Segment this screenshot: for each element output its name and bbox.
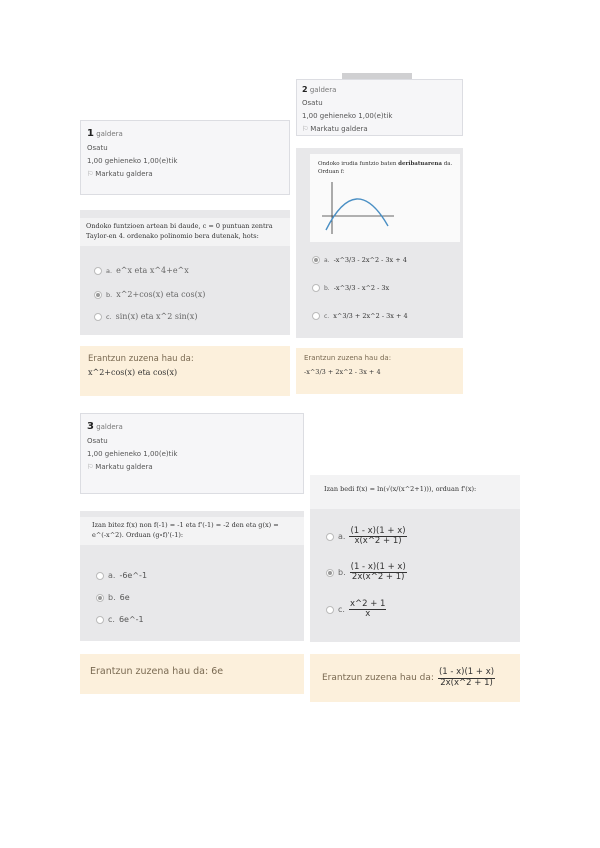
q4-question-text: Izan bedi f(x) = ln(√(x/(x^2+1))), orduan f'(x):: [310, 475, 520, 509]
q3-answer-box: [80, 654, 304, 694]
q1-option-b[interactable]: [94, 290, 205, 299]
q1-question-box: [80, 210, 290, 335]
q2-state: Osatu: [302, 99, 323, 107]
q3-question-text: Izan bitez f(x) non f(-1) = -1 eta f'(-1) = -2 den eta g(x) = e^(-x^2). Orduan (g∘f)'(-1):: [80, 517, 304, 545]
q2-answer-box: [296, 348, 463, 394]
q2-question-line1: Ondoko irudia funtzio baten: [318, 161, 397, 167]
radio-button[interactable]: [96, 572, 104, 580]
q4-option-b-fraction: [350, 563, 407, 583]
radio-button[interactable]: [312, 284, 320, 292]
q2-option-a[interactable]: [312, 256, 407, 264]
q3-option-a-letter: a.: [108, 571, 116, 580]
q3-option-b-text: 6e: [119, 593, 130, 602]
q1-question-text: Ondoko funtzioen artean bi daude, c = 0 puntuan zentra Taylor-en 4. ordenako polinomio bera dutenak, hots:: [80, 218, 290, 246]
q3-option-c-text: 6e^-1: [118, 615, 144, 624]
radio-button-selected[interactable]: [94, 291, 102, 299]
q4-option-a[interactable]: [326, 527, 407, 547]
radio-button[interactable]: [96, 616, 104, 624]
radio-button-selected[interactable]: [326, 569, 334, 577]
q3-option-b-letter: b.: [108, 593, 116, 602]
q3-mark: 1,00 gehieneko 1,00(e)tik: [87, 450, 178, 458]
q2-option-a-text: -x^3/3 - 2x^2 - 3x + 4: [333, 256, 407, 264]
q3-label: galdera: [96, 423, 123, 431]
q3-state: Osatu: [87, 437, 108, 445]
q1-number: 1: [87, 128, 94, 139]
q2-derivative-graph: [318, 176, 398, 236]
q1-option-a-text: e^x eta x^4+e^x: [116, 266, 189, 275]
q2-option-b[interactable]: [312, 284, 389, 292]
q4-answer-label: Erantzun zuzena hau da:: [322, 673, 434, 683]
q4-answer-num: (1 - x)(1 + x): [438, 667, 495, 678]
q1-label: galdera: [96, 130, 123, 138]
q1-option-b-letter: b.: [106, 290, 113, 299]
q3-flag-link[interactable]: [87, 463, 297, 471]
radio-button[interactable]: [94, 313, 102, 321]
radio-button[interactable]: [326, 533, 334, 541]
q1-info-box: [80, 120, 290, 195]
q2-option-c-text: x^3/3 + 2x^2 - 3x + 4: [333, 312, 408, 320]
q3-question-box: [80, 511, 304, 641]
q1-option-b-text: x^2+cos(x) eta cos(x): [116, 290, 206, 299]
q2-question-panel: [310, 154, 460, 242]
q4-option-c[interactable]: [326, 600, 386, 620]
q4-answer-box: [310, 654, 520, 702]
q1-answer-value: x^2+cos(x) eta cos(x): [88, 368, 178, 377]
radio-button-selected[interactable]: [312, 256, 320, 264]
flag-icon: ⚐: [87, 463, 94, 471]
q1-option-a-letter: a.: [106, 266, 113, 275]
q3-answer-label: Erantzun zuzena hau da:: [90, 666, 209, 677]
q1-mark: 1,00 gehieneko 1,00(e)tik: [87, 157, 178, 165]
q2-option-c[interactable]: [312, 312, 408, 320]
q4-option-c-num: x^2 + 1: [349, 599, 386, 609]
q2-question-line1-end: da.: [443, 161, 453, 167]
q2-option-c-letter: c.: [324, 312, 330, 320]
q3-option-a[interactable]: [96, 571, 147, 580]
q4-option-a-den: x(x^2 + 1): [354, 536, 402, 547]
q4-option-c-letter: c.: [338, 605, 345, 615]
q2-mark: 1,00 gehieneko 1,00(e)tik: [302, 112, 393, 120]
graph-parabola-curve: [326, 199, 388, 230]
q3-option-c-letter: c.: [108, 615, 115, 624]
q2-question-text: [310, 154, 460, 176]
q1-flag-link[interactable]: [87, 170, 283, 178]
q4-answer-fraction: [438, 668, 495, 688]
q3-info-box: [80, 413, 304, 494]
q4-option-b-letter: b.: [338, 568, 346, 578]
q2-question-bold: deribatuarena: [398, 161, 442, 167]
q4-option-a-fraction: [349, 527, 406, 547]
q3-option-a-text: -6e^-1: [119, 571, 148, 580]
q2-flag-link[interactable]: [302, 125, 457, 133]
q3-flag-label: Markatu galdera: [95, 463, 153, 471]
q4-option-b-den: 2x(x^2 + 1): [351, 572, 405, 583]
q2-label: galdera: [309, 86, 337, 94]
q2-answer-label: Erantzun zuzena hau da:: [304, 354, 392, 362]
radio-button-selected[interactable]: [96, 594, 104, 602]
q3-option-b[interactable]: [96, 593, 130, 602]
q2-question-line2: Orduan f:: [318, 168, 345, 175]
flag-icon: ⚐: [302, 125, 309, 133]
q4-question-box: [310, 475, 520, 642]
q1-option-c-letter: c.: [106, 312, 112, 321]
q4-option-c-den: x: [365, 609, 371, 620]
q4-option-c-fraction: [349, 600, 387, 620]
q4-option-a-num: (1 - x)(1 + x): [350, 526, 406, 536]
q1-answer-label: Erantzun zuzena hau da:: [88, 354, 194, 364]
q3-answer-value: 6e: [211, 666, 224, 677]
q1-option-a[interactable]: [94, 266, 189, 275]
q2-option-b-letter: b.: [324, 284, 330, 292]
q1-state: Osatu: [87, 144, 108, 152]
radio-button[interactable]: [94, 267, 102, 275]
q3-option-c[interactable]: [96, 615, 144, 624]
q1-answer-box: [80, 346, 290, 396]
q3-number: 3: [87, 421, 94, 432]
q2-number: 2: [302, 85, 308, 94]
q4-option-b-num: (1 - x)(1 + x): [350, 562, 406, 572]
q2-question-box: [296, 148, 463, 338]
q2-option-a-letter: a.: [324, 256, 330, 264]
q4-option-a-letter: a.: [338, 532, 346, 542]
q2-option-b-text: -x^3/3 - x^2 - 3x: [333, 284, 390, 292]
flag-icon: ⚐: [87, 170, 94, 178]
q2-answer-value: -x^3/3 + 2x^2 - 3x + 4: [304, 368, 381, 376]
radio-button[interactable]: [326, 606, 334, 614]
q2-info-box: [296, 79, 463, 136]
q2-flag-label: Markatu galdera: [310, 125, 368, 133]
q4-answer-den: 2x(x^2 + 1): [440, 677, 493, 688]
q4-option-b[interactable]: [326, 563, 407, 583]
radio-button[interactable]: [312, 312, 320, 320]
q1-option-c[interactable]: [94, 312, 197, 321]
q1-option-c-text: sin(x) eta x^2 sin(x): [115, 312, 198, 321]
q1-flag-label: Markatu galdera: [95, 170, 153, 178]
